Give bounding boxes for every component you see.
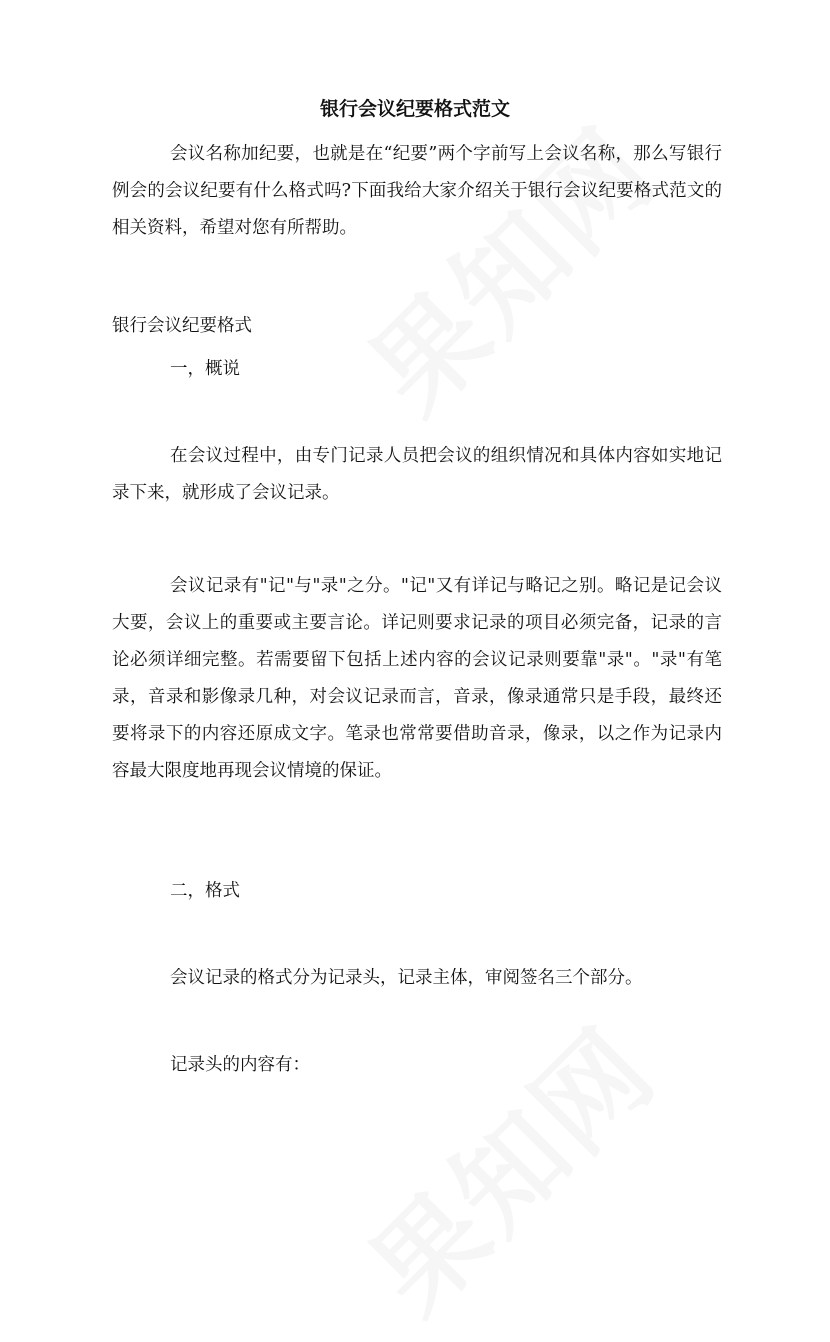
- intro-paragraph: 会议名称加纪要，也就是在“纪要”两个字前写上会议名称，那么写银行例会的会议纪要有什么格式吗?下面我给大家介绍关于银行会议纪要格式范文的相关资料，希望对您有所帮助。: [112, 144, 722, 238]
- paragraph-record-head: 记录头的内容有：: [170, 1055, 310, 1075]
- paragraph-record-types: 会议记录有"记"与"录"之分。"记"又有详记与略记之别。略记是记会议大要，会议上的重要或主要言论。详记则要求记录的项目必须完备，记录的言论必须详细完整。若需要留下包括上述内容的会议记录则要靠"录"。"录"有笔录，音录和影像录几种，对会议记录而言，音录，像录通常只是手段，最终还要将录下的内容还原成文字。笔录也常常要借助音录，像录，以之作为记录内容最大限度地再现会议情境的保证。: [112, 576, 722, 781]
- heading-format: 二，格式: [170, 881, 240, 901]
- section-heading: 银行会议纪要格式: [112, 316, 252, 336]
- paragraph-definition: 在会议过程中，由专门记录人员把会议的组织情况和具体内容如实地记录下来，就形成了会议记录。: [112, 446, 722, 503]
- watermark: [330, 988, 684, 1342]
- paragraph-format-parts: 会议记录的格式分为记录头，记录主体，审阅签名三个部分。: [170, 968, 643, 988]
- heading-overview: 一，概说: [170, 359, 240, 379]
- document-title: 银行会议纪要格式范文: [319, 98, 510, 120]
